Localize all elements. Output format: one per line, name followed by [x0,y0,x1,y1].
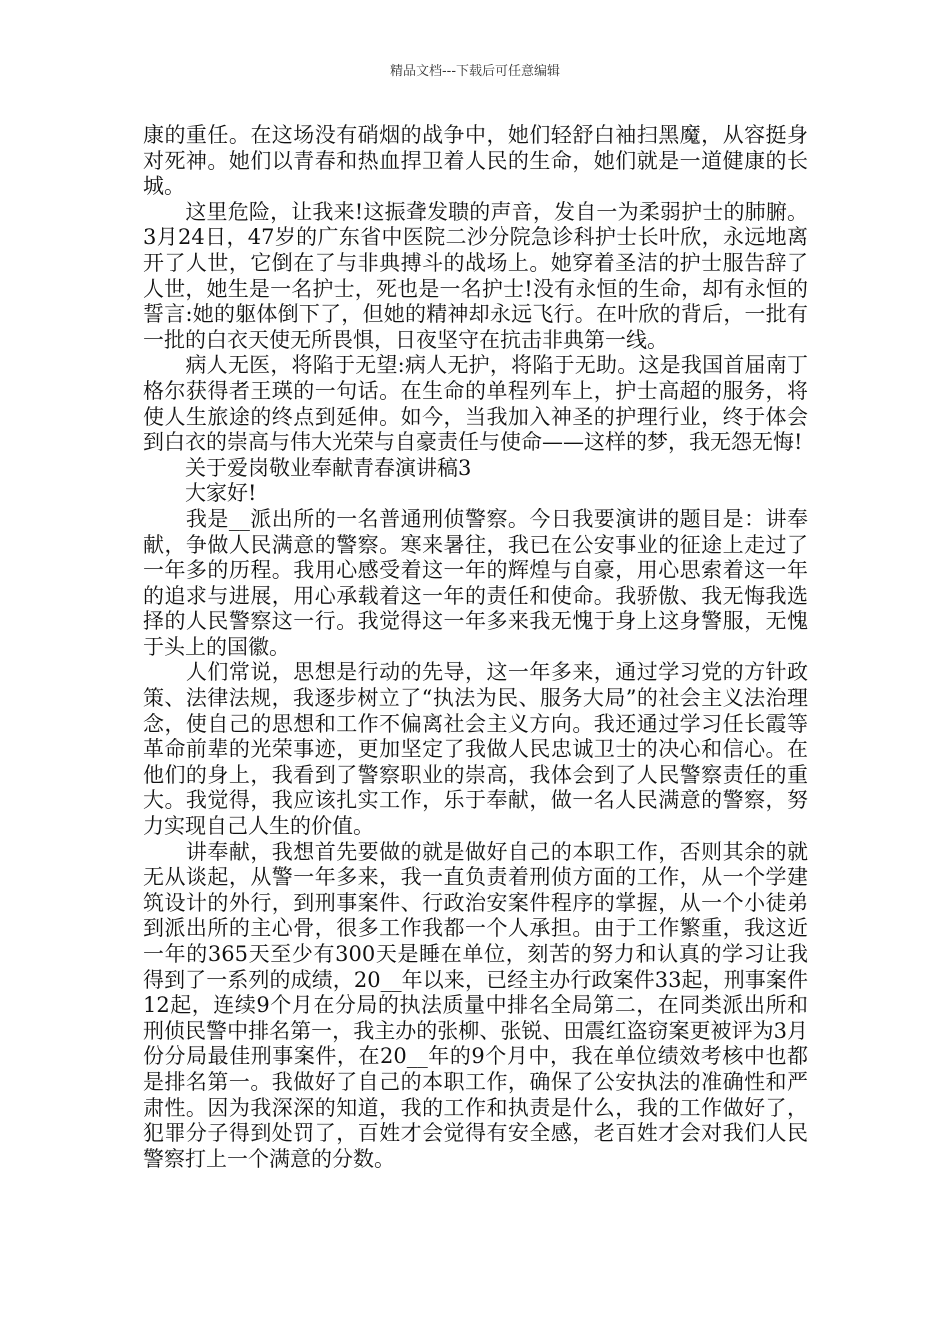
page-header-note: 精品文档---下载后可任意编辑 [389,64,561,79]
paragraph-2: 这里危险，让我来!这振聋发聩的声音，发自一为柔弱护士的肺腑。3月24日，47岁的广东省中医院二沙分院急诊科护士长叶欣，永远地离开了人世，它倒在了与非典搏斗的战场上。她穿着圣洁的护士服告辞了人世，她生是一名护士，死也是一名护士!没有永恒的生命，却有永恒的誓言:她的躯体倒下了，但她的精神却永远飞行。在叶欣的背后，一批有一批的白衣天使无所畏惧，日夜坚守在抗击非典第一线。 [143,199,808,352]
greeting: 大家好! [143,481,257,506]
paragraph-1: 康的重任。在这场没有硝烟的战争中，她们轻舒白袖扫黑魔，从容挺身对死神。她们以青春和热血捍卫着人民的生命，她们就是一道健康的长城。 [143,123,808,199]
section-title: 关于爱岗敬业奉献青春演讲稿3 [143,455,472,480]
paragraph-8: 讲奉献，我想首先要做的就是做好自己的本职工作，否则其余的就无从谈起，从警一年多来，我一直负责着刑侦方面的工作，从一个学建筑设计的外行，到刑事案件、行政治安案件程序的掌握，从一个小徒弟到派出所的主心骨，很多工作我都一个人承担。由于工作繁重，我这近一年的365天至少有300天是睡在单位，刻苦的努力和认真的学习让我得到了一系列的成绩，20__年以来，已经主办行政案件33起，刑事案件12起，连续9个月在分局的执法质量中排名全局第二，在同类派出所和刑侦民警中排名第一，我主办的张柳、张锐、田震红盗窃案更被评为3月份分局最佳刑事案件，在20__年的9个月中，我在单位绩效考核中也都是排名第一。我做好了自己的本职工作，确保了公安执法的准确性和严肃性。因为我深深的知道，我的工作和执责是什么，我的工作做好了，犯罪分子得到处罚了，百姓才会觉得有安全感，老百姓才会对我们人民警察打上一个满意的分数。 [143,839,808,1171]
paragraph-6: 我是__派出所的一名普通刑侦警察。今日我要演讲的题目是：讲奉献，争做人民满意的警察。寒来暑往，我已在公安事业的征途上走过了一年多的历程。我用心感受着这一年的辉煌与自豪，用心思索着这一年的追求与进展，用心承载着这一年的责任和使命。我骄傲、我无悔我选择的人民警察这一行。我觉得这一年多来我无愧于身上这身警服，无愧于头上的国徽。 [143,506,808,659]
paragraph-7: 人们常说，思想是行动的先导，这一年多来，通过学习党的方针政策、法律法规，我逐步树立了“执法为民、服务大局”的社会主义法治理念，使自己的思想和工作不偏离社会主义方向。我还通过学习任长霞等革命前辈的光荣事迹，更加坚定了我做人民忠诚卫士的决心和信心。在他们的身上，我看到了警察职业的崇高，我体会到了人民警察责任的重大。我觉得，我应该扎实工作，乐于奉献，做一名人民满意的警察，努力实现自己人生的价值。 [143,660,808,839]
document-body [143,123,808,1172]
paragraph-3: 病人无医，将陷于无望:病人无护，将陷于无助。这是我国首届南丁格尔获得者王瑛的一句话。在生命的单程列车上，护士高超的服务，将使人生旅途的终点到延伸。如今，当我加入神圣的护理行业，终于体会到白衣的崇高与伟大光荣与自豪责任与使命——这样的梦，我无怨无悔! [143,353,808,455]
